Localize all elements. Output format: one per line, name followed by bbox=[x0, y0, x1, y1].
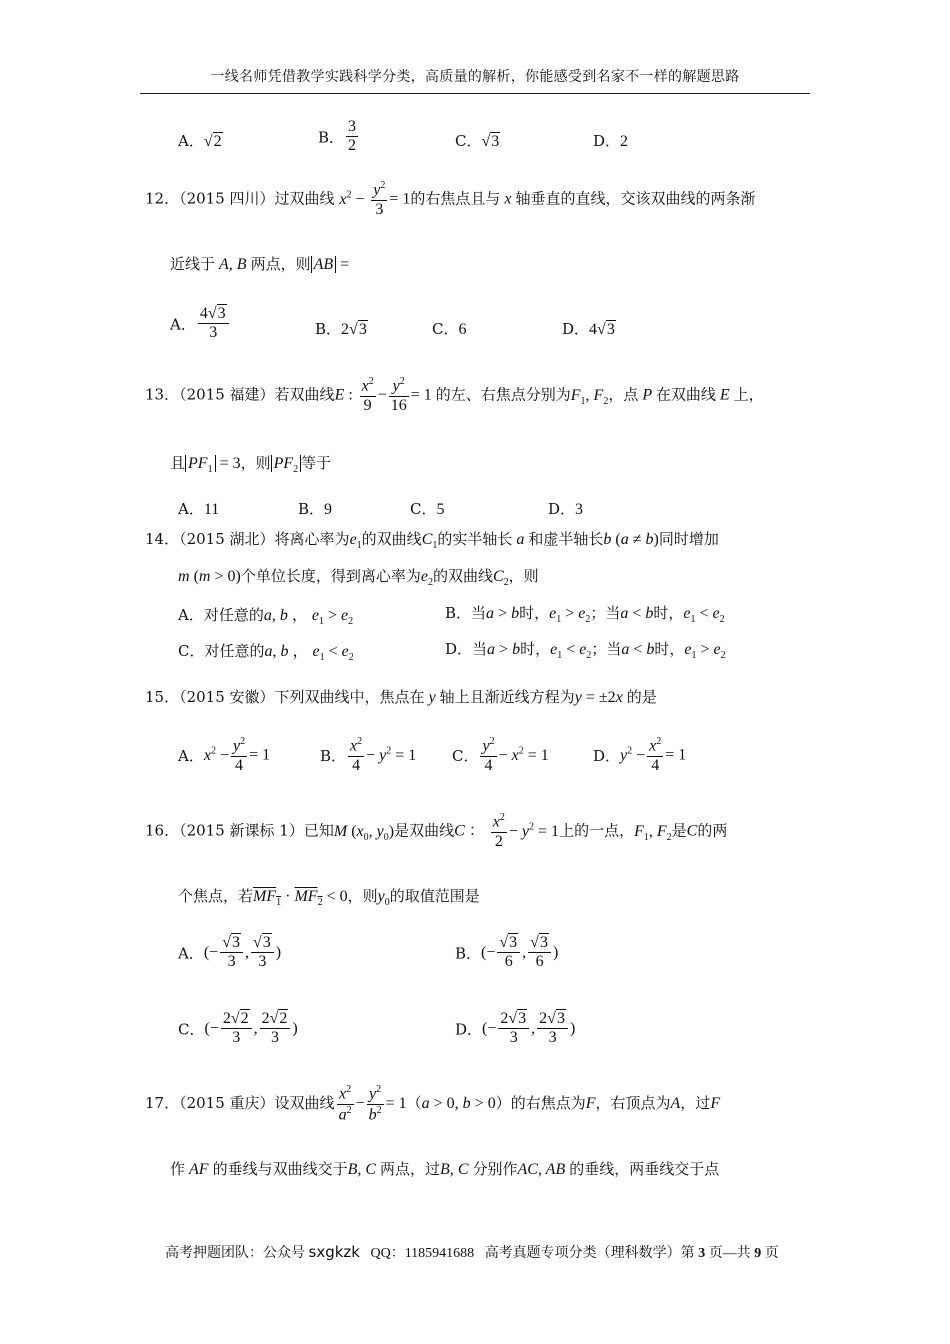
q12-option-a: A． $\frac{4√3}{3}$ bbox=[170, 305, 231, 343]
q11-option-c: C．√3 bbox=[455, 132, 500, 150]
q14-stem-line2: m (m > 0)个单位长度，得到离心率为$e_2$的双曲线$C_2$，则 bbox=[178, 567, 539, 589]
q13-stem-line1: 13．（2015 福建）若双曲线E : $\frac{x^2}{9}$ − $\frac{y^2}{16}$ = 1 的左、右焦点分别为$F_1$, $F_2$，点 P 在双曲线 E 上， bbox=[145, 376, 764, 414]
header-divider bbox=[140, 93, 810, 94]
q15-option-b: B． $\frac{x^2}{4}$ − $y^2 = 1$ bbox=[320, 736, 417, 774]
q16-stem-line2: 个焦点，若$MF_1 \cdot MF_2 < 0$，则$y_0$的取值范围是 bbox=[178, 887, 480, 909]
page-header: 一线名师凭借教学实践科学分类，高质量的解析，你能感受到名家不一样的解题思路 bbox=[210, 69, 740, 85]
q16-stem-line1: 16．（2015 新课标 1）已知M ($x_0$, $y_0$)是双曲线C ： $\frac{x^2}{2}$ − $y^2 = 1$上的一点，$F_1$, $F_2$是C的两 bbox=[145, 812, 728, 850]
q13-option-c: C．5 bbox=[410, 500, 445, 518]
q11-option-a: A．√2 bbox=[178, 132, 222, 150]
q16-option-a: A．(− $\frac{√3}{3}$ , $\frac{√3}{3}$ ) bbox=[178, 934, 282, 971]
q15-option-c: C． $\frac{y^2}{4}$ − $x^2 = 1$ bbox=[452, 736, 549, 774]
q12-stem-line1: 12．（2015 四川）过双曲线 $x^2$ − $\frac{y^2}{3}$ = 1的右焦点且与 x 轴垂直的直线，交该双曲线的两条渐 bbox=[145, 180, 756, 218]
q15-option-a: A．$x^2$ − $\frac{y^2}{4}$ = 1 bbox=[178, 736, 271, 774]
q14-stem-line1: 14．（2015 湖北）将离心率为$e_1$的双曲线$C_1$的实半轴长 a 和虚半轴长b (a ≠ b)同时增加 bbox=[145, 530, 719, 552]
q17-stem-line1: 17．（2015 重庆）设双曲线 $\frac{x^2}{a^2}$ − $\frac{y^2}{b^2}$ = 1（a > 0, b > 0）的右焦点为F，右顶点为A，过F bbox=[145, 1084, 721, 1124]
q12-option-b: B．2√3 bbox=[315, 320, 367, 338]
q15-option-d: D．$y^2$ − $\frac{x^2}{4}$ = 1 bbox=[593, 736, 687, 774]
q15-stem: 15．（2015 安徽）下列双曲线中，焦点在 y 轴上且渐近线方程为y = ±2x 的是 bbox=[145, 688, 657, 706]
q13-option-d: D．3 bbox=[548, 500, 584, 518]
q11-option-d: D．2 bbox=[593, 132, 629, 150]
q16-option-b: B．(− $\frac{√3}{6}$ , $\frac{√3}{6}$ ) bbox=[455, 934, 559, 971]
q16-option-c: C．(− $\frac{2√2}{3}$ , $\frac{2√2}{3}$ ) bbox=[178, 1010, 298, 1047]
q14-option-d: D．当a > b时，$e_1 < e_2$；当a < b时，$e_1 > e_2$ bbox=[445, 640, 726, 662]
q14-option-c: C．对任意的a, b ， $e_1 < e_2$ bbox=[178, 642, 354, 664]
q12-stem-line2: 近线于 A, B 两点，则 AB = bbox=[170, 255, 350, 273]
q13-option-b: B．9 bbox=[298, 500, 333, 518]
q13-stem-line2: 且 $PF_1 = 3$，则 $PF_2$ 等于 bbox=[170, 454, 332, 476]
q14-option-b: B．当a > b时，$e_1 > e_2$；当a < b时，$e_1 < e_2$ bbox=[445, 604, 725, 626]
q12-option-d: D．4√3 bbox=[562, 320, 615, 338]
page-footer: 高考押题团队：公众号 sxgkzk QQ：1185941688 高考真题专项分类（理科数学）第 3 页—共 9 页 bbox=[165, 1243, 779, 1261]
q13-option-a: A．11 bbox=[178, 500, 220, 518]
q12-option-c: C．6 bbox=[432, 320, 467, 338]
q17-stem-line2: 作 AF 的垂线与双曲线交于B, C 两点，过B, C 分别作AC, AB 的垂线，两垂线交于点 bbox=[170, 1160, 720, 1178]
q11-option-b: B． $\frac{3}{2}$ bbox=[318, 118, 357, 155]
q16-option-d: D．(− $\frac{2√3}{3}$ , $\frac{2√3}{3}$ ) bbox=[455, 1010, 576, 1047]
q14-option-a: A．对任意的a, b ， $e_1 > e_2$ bbox=[178, 606, 354, 628]
